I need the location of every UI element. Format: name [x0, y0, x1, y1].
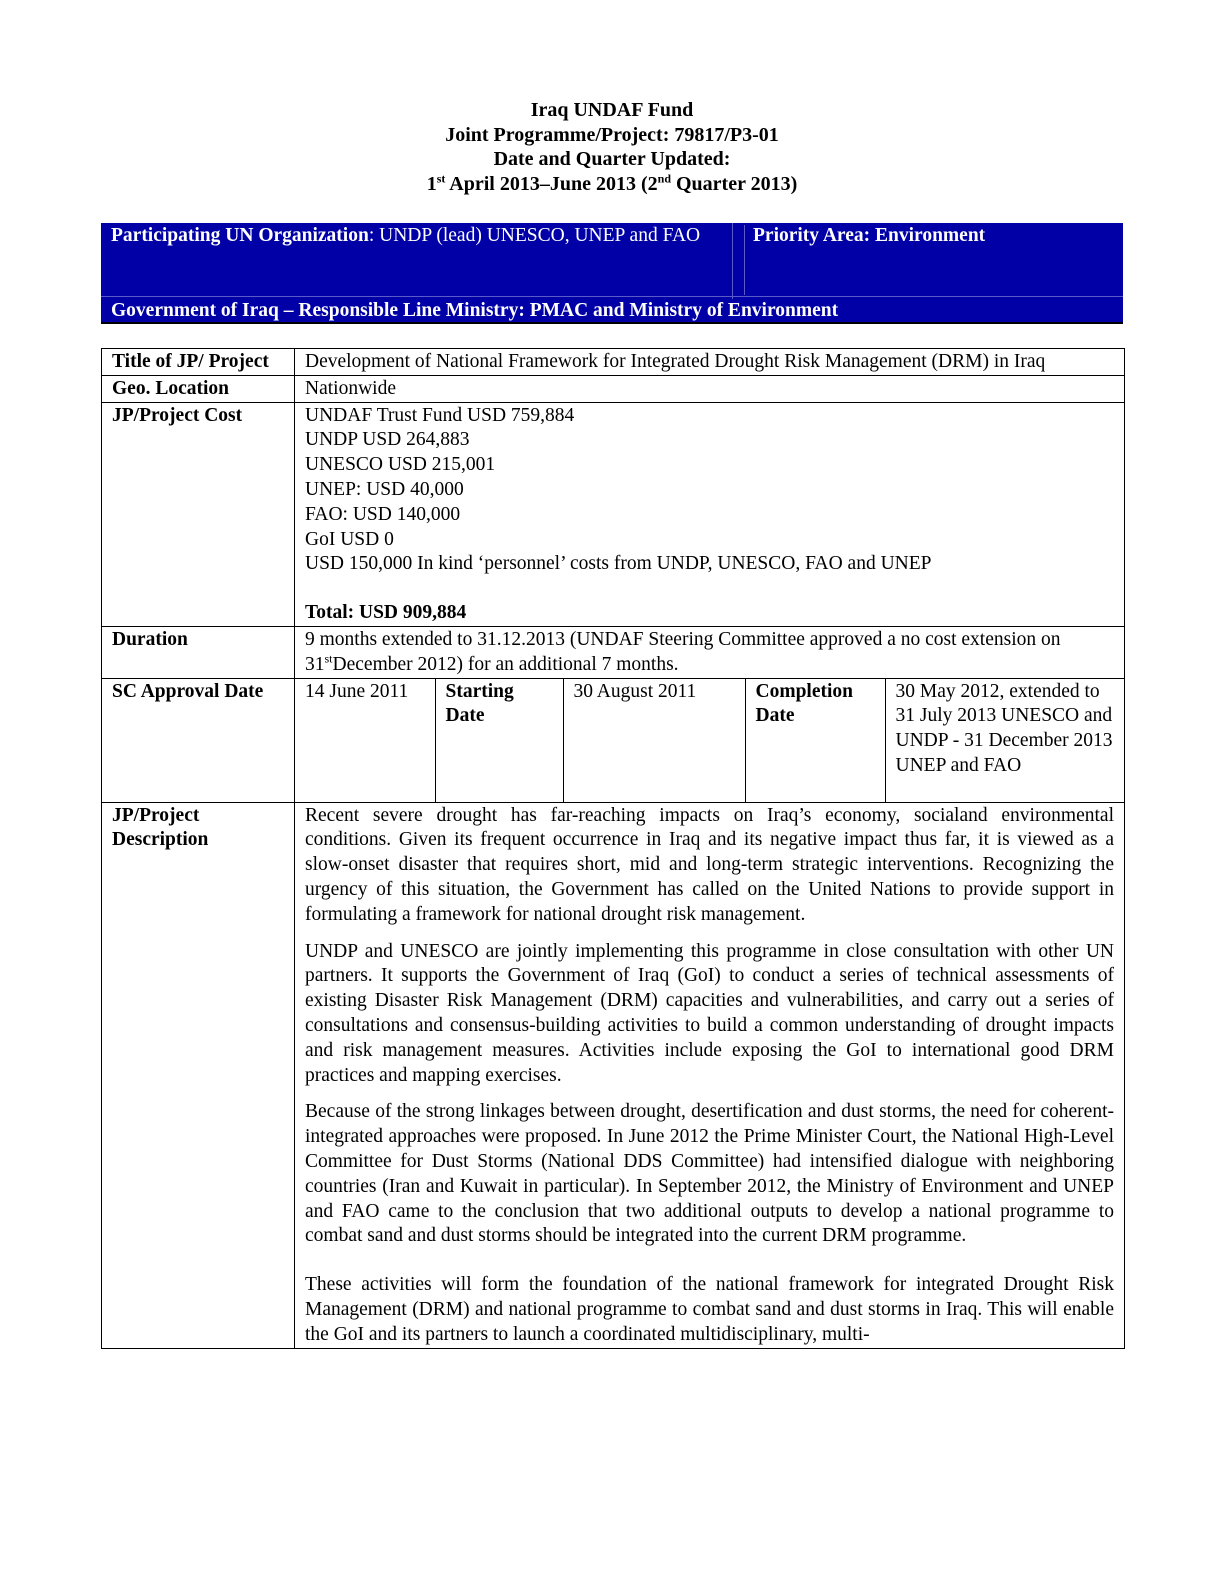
starting-date-value: 30 August 2011: [563, 679, 745, 802]
priority-area: Priority Area: Environment: [753, 225, 986, 246]
table-row: [102, 678, 1125, 802]
header-fund: Iraq UNDAF Fund: [530, 99, 694, 121]
cost-line: UNDP USD 264,883: [305, 429, 470, 451]
responsible-ministry: Government of Iraq – Responsible Line Ministry: PMAC and Ministry of Environment: [111, 300, 839, 321]
table-row: [102, 375, 1125, 402]
table-row: [102, 626, 1125, 678]
table-row: [102, 802, 1125, 1348]
geo-label: Geo. Location: [102, 375, 295, 402]
duration-label: Duration: [102, 626, 295, 678]
cost-total: Total: USD 909,884: [305, 602, 467, 624]
description-value: [295, 802, 1125, 1348]
cost-label: JP/Project Cost: [102, 402, 295, 626]
project-info-table: [101, 348, 1125, 1349]
organization-banner: [101, 223, 1123, 324]
title-label: Title of JP/ Project: [102, 349, 295, 376]
header-quarter: 1st April 2013–June 2013 (2nd Quarter 2013): [426, 170, 798, 195]
sc-approval-value: 14 June 2011: [305, 680, 409, 702]
cost-line: GoI USD 0: [305, 528, 394, 550]
cost-line: FAO: USD 140,000: [305, 503, 461, 525]
table-row: [102, 402, 1125, 626]
cost-line: USD 150,000 In kind ‘personnel’ costs from UNDP, UNESCO, FAO and UNEP: [305, 553, 932, 575]
duration-value: 9 months extended to 31.12.2013 (UNDAF Steering Committee approved a no cost extension on 31stDecember 2012) for an additional 7 months.: [295, 626, 1125, 678]
cost-value: [295, 402, 1125, 626]
description-paragraph: These activities will form the foundation of the national framework for integrated Drought Risk Management (DRM) and national programme to combat sand and dust storms in Iraq. This will enable the GoI and its partners to launch a coordinated multidisciplinary, multi-: [305, 1274, 1114, 1345]
description-paragraph: Because of the strong linkages between drought, desertification and dust storms, the need for coherent-integrated approaches were proposed. In June 2012 the Prime Minister Court, the National High-Level Committee for Dust Storms (National DDS Committee) had intensified dialogue with neighboring countries (Iran and Kuwait in particular). In September 2012, the Ministry of Environment and UNEP and FAO came to the conclusion that two additional outputs to develop a national programme to combat sand and dust storms should be integrated into the current DRM programme.: [305, 1101, 1114, 1247]
completion-date-value: 30 May 2012, extended to 31 July 2013 UNESCO and UNDP - 31 December 2013 UNEP and FAO: [885, 679, 1125, 802]
table-row: [102, 349, 1125, 376]
cost-line: UNEP: USD 40,000: [305, 478, 464, 500]
header-date-label: Date and Quarter Updated:: [493, 148, 731, 170]
dates-table: [295, 679, 1125, 802]
geo-value: Nationwide: [295, 375, 1125, 402]
description-label: JP/Project Description: [102, 802, 295, 1348]
cost-line: UNESCO USD 215,001: [305, 454, 496, 476]
completion-date-label: Completion Date: [745, 679, 885, 802]
sc-approval-label: SC Approval Date: [102, 678, 295, 802]
title-value: Development of National Framework for Integrated Drought Risk Management (DRM) in Iraq: [295, 349, 1125, 376]
cost-line: UNDAF Trust Fund USD 759,884: [305, 404, 575, 426]
document-header: [0, 98, 1224, 196]
description-paragraph: UNDP and UNESCO are jointly implementing this programme in close consultation with other UN partners. It supports the Government of Iraq (GoI) to conduct a series of technical assessments of existing Disaster Risk Management (DRM) capacities and vulnerabilities, and carry out a series of consultations and consensus-building activities to build a common understanding of drought impacts and risk management measures. Activities include exposing the GoI to international good DRM practices and mapping exercises.: [305, 940, 1114, 1086]
description-paragraph: Recent severe drought has far-reaching impacts on Iraq’s economy, socialand environmental conditions. Given its frequent occurrence in Iraq and its negative impact thus far, it is viewed as a slow-onset disaster that requires short, mid and long-term strategic interventions. Recognizing the urgency of this situation, the Government has called on the United Nations to provide support in formulating a framework for national drought risk management.: [305, 804, 1114, 925]
header-project: Joint Programme/Project: 79817/P3-01: [445, 123, 779, 146]
participating-organization: Participating UN Organization: UNDP (lead) UNESCO, UNEP and FAO: [101, 223, 733, 299]
starting-date-label: Starting Date: [435, 679, 563, 802]
